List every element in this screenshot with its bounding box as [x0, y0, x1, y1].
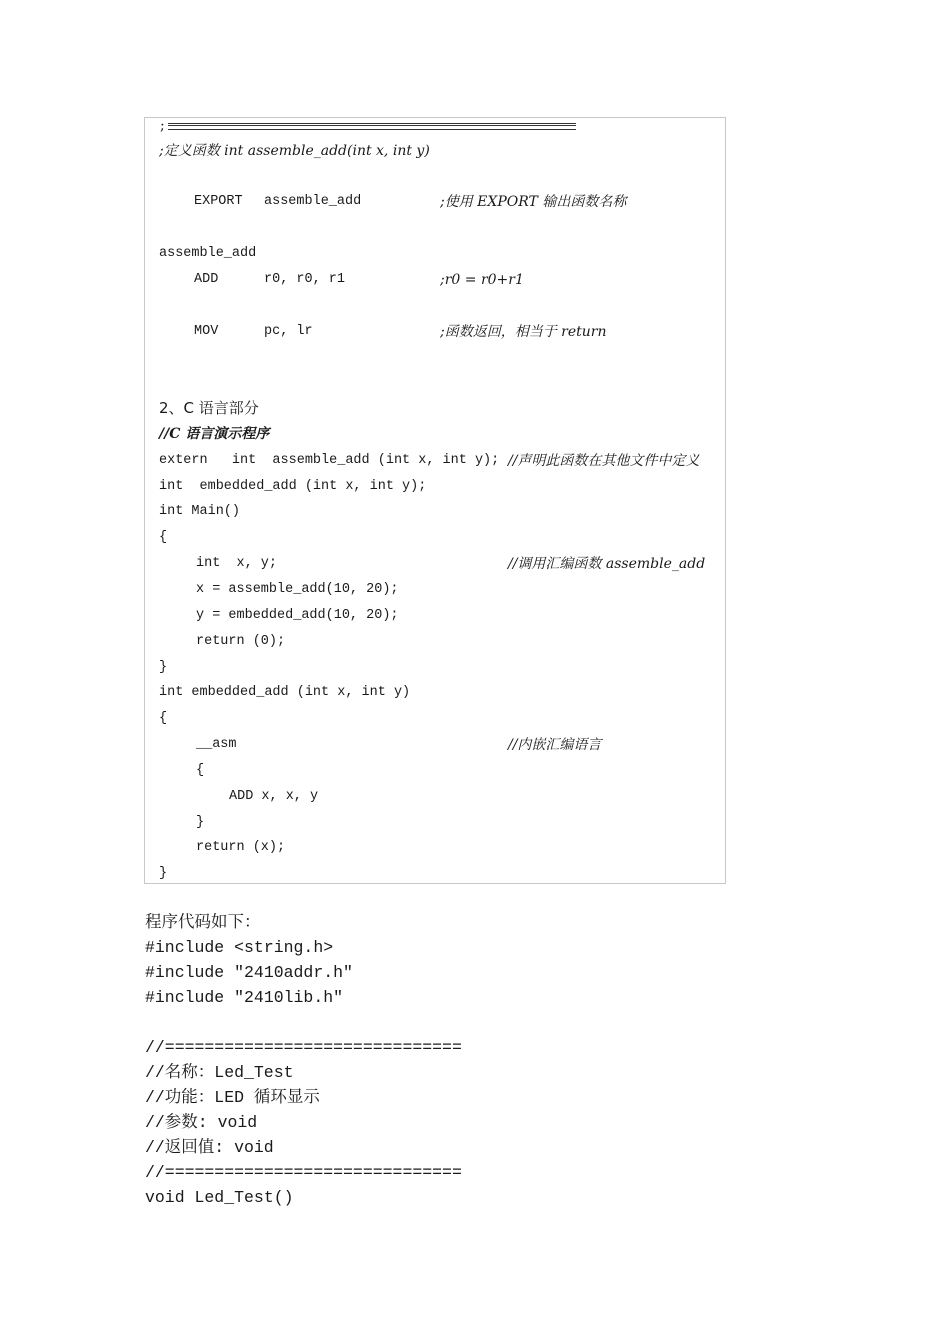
call-comment: //调用汇编函数 assemble_add	[508, 556, 706, 572]
comment-rule: //==============================	[145, 1163, 462, 1182]
x-assignment: x = assemble_add(10, 20);	[196, 582, 399, 597]
export-name: assemble_add	[264, 194, 362, 209]
add-opcode: ADD	[194, 272, 219, 287]
add-comment: ;r0 = r0+r1	[440, 272, 524, 288]
separator-semicolon: ;	[160, 118, 165, 134]
assemble-label: assemble_add	[159, 246, 257, 261]
return-value-comment: //返回值: void	[145, 1138, 274, 1157]
c-demo-comment: //C 语言演示程序	[159, 426, 270, 442]
section-heading-c: 2、C 语言部分	[159, 399, 259, 417]
asm-keyword: __asm	[196, 737, 237, 752]
function-signature: void Led_Test()	[145, 1188, 294, 1207]
return-zero: return (0);	[196, 634, 286, 649]
mov-operands: pc, lr	[264, 324, 313, 339]
open-brace: {	[196, 763, 205, 778]
intro-text: 程序代码如下：	[145, 913, 261, 932]
extern-comment: //声明此函数在其他文件中定义	[508, 453, 700, 469]
open-brace: {	[159, 711, 168, 726]
function-definition-comment: ;定义函数 int assemble_add(int x, int y)	[159, 143, 430, 159]
mov-comment: ;函数返回，相当于 return	[440, 324, 607, 340]
asm-add-instruction: ADD x, x, y	[229, 789, 319, 804]
close-brace: }	[159, 660, 168, 675]
y-assignment: y = embedded_add(10, 20);	[196, 608, 399, 623]
include-line: #include <string.h>	[145, 938, 334, 957]
mov-opcode: MOV	[194, 324, 219, 339]
asm-comment: //内嵌汇编语言	[508, 737, 602, 753]
close-brace: }	[196, 815, 205, 830]
open-brace: {	[159, 530, 168, 545]
function-comment: //功能：LED 循环显示	[145, 1088, 320, 1107]
export-keyword: EXPORT	[194, 194, 243, 209]
add-operands: r0, r0, r1	[264, 272, 346, 287]
separator-rule	[168, 123, 576, 130]
parameter-comment: //参数: void	[145, 1113, 258, 1132]
return-x: return (x);	[196, 840, 286, 855]
main-declaration: int Main()	[159, 504, 241, 519]
embedded-declaration: int embedded_add (int x, int y);	[159, 479, 427, 494]
close-brace: }	[159, 866, 168, 881]
name-comment: //名称：Led_Test	[145, 1063, 294, 1082]
code-figure	[144, 117, 726, 884]
int-xy-declaration: int x, y;	[196, 556, 278, 571]
export-comment: ;使用 EXPORT 输出函数名称	[440, 194, 627, 210]
embedded-definition: int embedded_add (int x, int y)	[159, 685, 411, 700]
extern-declaration: extern int assemble_add (int x, int y);	[159, 453, 500, 468]
include-line: #include "2410addr.h"	[145, 963, 353, 982]
comment-rule: //==============================	[145, 1038, 462, 1057]
include-line: #include "2410lib.h"	[145, 988, 344, 1007]
